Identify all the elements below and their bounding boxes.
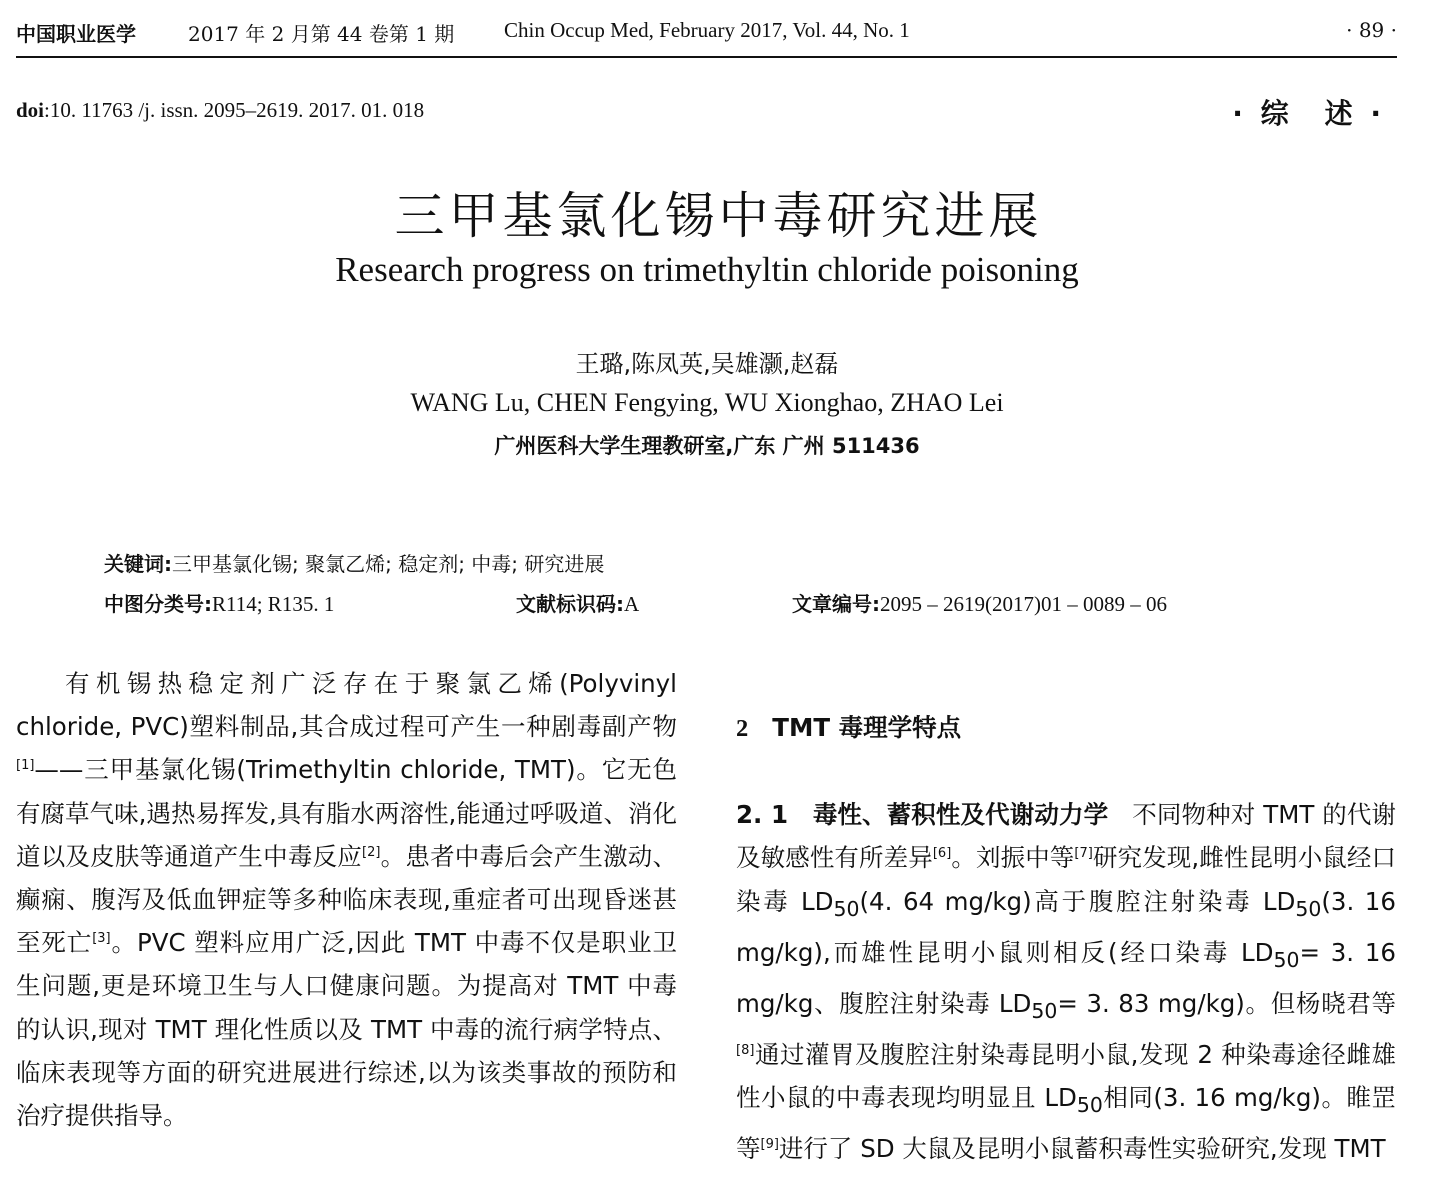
article-label: 文章编号: [792, 592, 880, 616]
subsection-title: 毒性、蓄积性及代谢动力学 [812, 800, 1109, 830]
section-number: 2 [736, 715, 749, 742]
citation-8[interactable]: [8] [736, 1042, 755, 1058]
body-text-7: = 3. 83 mg/kg)。但杨晓君等 [1057, 988, 1396, 1018]
clc-label: 中图分类号: [104, 592, 212, 616]
body-text-1: 不同物种对 TMT 的代谢及敏感性有所差异 [736, 800, 1396, 873]
body-text-6: = 3. 16 mg/kg、腹腔注射染毒 LD [736, 937, 1396, 1018]
ld-subscript: 50 [1031, 998, 1058, 1023]
authors-cn: 王璐,陈凤英,吴雄灏,赵磊 [575, 350, 839, 378]
section-heading [736, 706, 1396, 750]
body-text-8: 通过灌胃及腹腔注射染毒昆明小鼠,发现 2 种染毒途径雌雄性小鼠的中毒表现均明显且 LD [736, 1039, 1396, 1113]
intro-text-2: ——三甲基氯化锡(Trimethyltin chloride, TMT)。它无色有腐草气味,遇热易挥发,具有脂水两溶性,能通过呼吸道、消化道以及皮肤等通道产生中毒反应 [16, 755, 677, 871]
citation-6[interactable]: [6] [932, 846, 952, 862]
citation-9[interactable]: [9] [760, 1137, 779, 1153]
right-column [736, 706, 1396, 1170]
citation-1[interactable]: [1] [16, 758, 35, 774]
body-text-4: (4. 64 mg/kg)高于腹腔注射染毒 LD [859, 886, 1296, 916]
doc-label: 文献标识码: [516, 592, 624, 616]
page-number: · 89 · [1346, 18, 1397, 42]
doi-label: doi [16, 98, 45, 122]
body-text-5: (3. 16 mg/kg),而雄性昆明小鼠则相反(经口染毒 LD [736, 886, 1396, 967]
keywords [104, 548, 604, 577]
header-rule [16, 56, 1397, 58]
subsection-number: 2. 1 [736, 800, 789, 830]
ld-subscript: 50 [833, 896, 860, 921]
ld-subscript: 50 [1295, 896, 1322, 921]
keywords-value: 三甲基氯化锡; 聚氯乙烯; 稳定剂; 中毒; 研究进展 [172, 552, 605, 576]
citation-2[interactable]: [2] [362, 844, 381, 860]
ld-subscript: 50 [1076, 1092, 1103, 1117]
section-tag: · 综 述 · [1232, 97, 1385, 130]
article-number [792, 588, 1167, 617]
keywords-label: 关键词: [104, 552, 172, 576]
doc-code [516, 588, 639, 617]
issue-info-en: Chin Occup Med, February 2017, Vol. 44, No. 1 [504, 18, 910, 42]
intro-text-3: 。患者中毒后会产生激动、癫痫、腹泻及低血钾症等多种临床表现,重症者可出现昏迷甚至死亡 [16, 841, 678, 958]
ld-subscript: 50 [1273, 947, 1300, 972]
body-text-3: 研究发现,雌性昆明小鼠经口染毒 LD [736, 843, 1397, 916]
clc-number [104, 588, 334, 617]
intro-text-4: 。PVC 塑料应用广泛,因此 TMT 中毒不仅是职业卫生问题,更是环境卫生与人口健康问题。为提高对 TMT 中毒的认识,现对 TMT 理化性质以及 TMT 中毒的流行病学特点、临床表现等方面的研究进展进行综述,以为该类事故的预防和治疗提供指导。 [16, 928, 677, 1131]
citation-3[interactable]: [3] [92, 931, 111, 947]
doi-value[interactable]: :10. 11763 /j. issn. 2095–2619. 2017. 01. 018 [44, 98, 425, 122]
clc-value: R114; R135. 1 [212, 592, 335, 616]
issue-info-cn: 2017 年 2 月第 44 卷第 1 期 [188, 22, 455, 46]
article-title-cn: 三甲基氯化锡中毒研究进展 [394, 187, 1043, 245]
doi-line [16, 98, 424, 123]
intro-paragraph [16, 662, 677, 1137]
doc-value: A [624, 592, 640, 616]
left-column [16, 662, 677, 1137]
body-text-2: 。刘振中等 [951, 843, 1075, 873]
journal-name-cn: 中国职业医学 [16, 22, 136, 46]
body-text-9: 相同(3. 16 mg/kg)。睢罡等 [736, 1083, 1396, 1164]
body-text-10: 进行了 SD 大鼠及昆明小鼠蓄积毒性实验研究,发现 TMT [778, 1134, 1386, 1164]
citation-7[interactable]: [7] [1074, 846, 1093, 862]
running-header [16, 14, 1397, 50]
article-title-en: Research progress on trimethyltin chloride poisoning [335, 250, 1079, 289]
article-value: 2095 – 2619(2017)01 – 0089 – 06 [880, 592, 1167, 616]
section-title: TMT 毒理学特点 [772, 713, 962, 742]
affiliation: 广州医科大学生理教研室,广东 广州 511436 [494, 434, 920, 458]
intro-text-1: 有机锡热稳定剂广泛存在于聚氯乙烯(Polyvinyl chloride, PVC)塑料制品,其合成过程可产生一种剧毒副产物 [16, 669, 677, 742]
subsection-heading [736, 800, 1108, 829]
authors-en: WANG Lu, CHEN Fengying, WU Xionghao, ZHAO Lei [410, 388, 1004, 417]
classification-row [104, 588, 1304, 618]
body-paragraph [736, 793, 1396, 1170]
